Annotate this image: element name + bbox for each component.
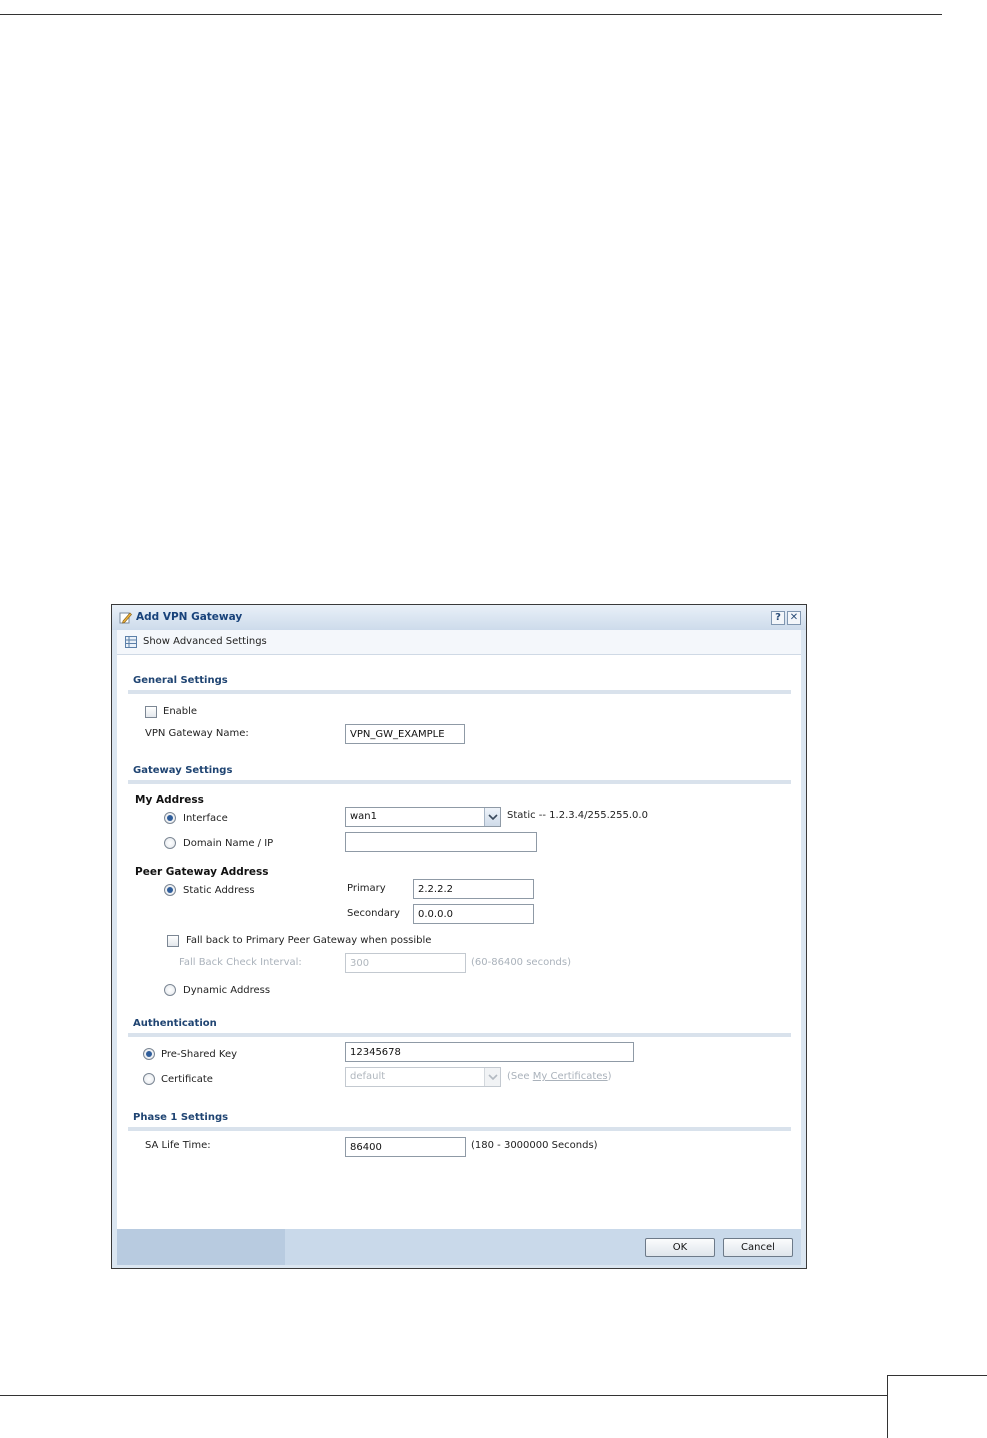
peer-gateway-address-heading: Peer Gateway Address bbox=[135, 866, 269, 878]
fallback-interval-label: Fall Back Check Interval: bbox=[179, 957, 302, 968]
sa-life-time-label: SA Life Time: bbox=[145, 1140, 211, 1151]
sa-life-time-hint: (180 - 3000000 Seconds) bbox=[471, 1140, 598, 1151]
show-advanced-settings-link[interactable]: Show Advanced Settings bbox=[143, 636, 267, 647]
close-button[interactable]: ✕ bbox=[787, 611, 801, 625]
dynamic-address-label: Dynamic Address bbox=[183, 985, 271, 996]
dialog-toolbar bbox=[117, 630, 801, 655]
secondary-label: Secondary bbox=[347, 908, 400, 919]
pre-shared-key-input[interactable] bbox=[345, 1042, 634, 1062]
static-address-radio[interactable] bbox=[164, 884, 176, 896]
section-divider bbox=[128, 1033, 791, 1037]
footer-left-panel bbox=[117, 1229, 285, 1265]
interface-info: Static -- 1.2.3.4/255.255.0.0 bbox=[507, 810, 648, 821]
interface-select-value: wan1 bbox=[350, 811, 378, 822]
certificate-select-value: default bbox=[350, 1071, 386, 1082]
page-header-rule bbox=[0, 14, 942, 15]
vpn-gateway-name-input[interactable] bbox=[345, 724, 465, 744]
table-icon bbox=[125, 636, 137, 648]
static-address-label: Static Address bbox=[183, 885, 255, 896]
fallback-interval-hint: (60-86400 seconds) bbox=[471, 957, 571, 968]
dialog-titlebar bbox=[112, 605, 806, 630]
pre-shared-key-radio[interactable] bbox=[143, 1048, 155, 1060]
section-divider bbox=[128, 690, 791, 694]
domain-name-radio[interactable] bbox=[164, 837, 176, 849]
enable-checkbox[interactable] bbox=[145, 706, 157, 718]
domain-name-input[interactable] bbox=[345, 832, 537, 852]
secondary-address-input[interactable] bbox=[413, 904, 534, 924]
general-settings-heading: General Settings bbox=[133, 675, 228, 686]
dialog-footer bbox=[117, 1229, 801, 1265]
vpn-gateway-name-label: VPN Gateway Name: bbox=[145, 728, 249, 739]
authentication-heading: Authentication bbox=[133, 1018, 217, 1029]
interface-radio[interactable] bbox=[164, 812, 176, 824]
primary-label: Primary bbox=[347, 883, 386, 894]
certificate-label: Certificate bbox=[161, 1074, 213, 1085]
section-divider bbox=[128, 1127, 791, 1131]
domain-name-label: Domain Name / IP bbox=[183, 838, 274, 849]
phase1-settings-heading: Phase 1 Settings bbox=[133, 1112, 229, 1123]
dialog-title: Add VPN Gateway bbox=[136, 611, 243, 623]
primary-address-input[interactable] bbox=[413, 879, 534, 899]
section-divider bbox=[128, 780, 791, 784]
certificate-hint bbox=[507, 1071, 612, 1082]
my-certificates-link[interactable]: My Certificates bbox=[532, 1071, 608, 1082]
cancel-button[interactable]: Cancel bbox=[723, 1238, 793, 1257]
page-footer-rule bbox=[0, 1395, 887, 1396]
fallback-label: Fall back to Primary Peer Gateway when possible bbox=[186, 935, 432, 946]
my-address-heading: My Address bbox=[135, 794, 204, 806]
fallback-interval-input[interactable] bbox=[345, 953, 466, 973]
sa-life-time-input[interactable] bbox=[345, 1137, 466, 1157]
pre-shared-key-label: Pre-Shared Key bbox=[161, 1049, 238, 1060]
add-vpn-gateway-dialog bbox=[111, 604, 807, 1269]
fallback-checkbox[interactable] bbox=[167, 935, 179, 947]
chevron-down-icon[interactable] bbox=[484, 808, 500, 826]
page-number-box bbox=[887, 1375, 987, 1438]
certificate-hint-prefix: (See bbox=[507, 1071, 533, 1082]
interface-select[interactable] bbox=[345, 807, 501, 827]
enable-label: Enable bbox=[163, 706, 198, 717]
edit-icon bbox=[119, 611, 132, 624]
dialog-content bbox=[117, 655, 801, 1229]
ok-button[interactable]: OK bbox=[645, 1238, 715, 1257]
interface-label: Interface bbox=[183, 813, 228, 824]
certificate-radio[interactable] bbox=[143, 1073, 155, 1085]
dynamic-address-radio[interactable] bbox=[164, 984, 176, 996]
help-button[interactable]: ? bbox=[771, 611, 785, 625]
certificate-select[interactable] bbox=[345, 1067, 501, 1087]
chevron-down-icon[interactable] bbox=[484, 1068, 500, 1086]
gateway-settings-heading: Gateway Settings bbox=[133, 765, 233, 776]
certificate-hint-suffix: ) bbox=[607, 1071, 612, 1082]
